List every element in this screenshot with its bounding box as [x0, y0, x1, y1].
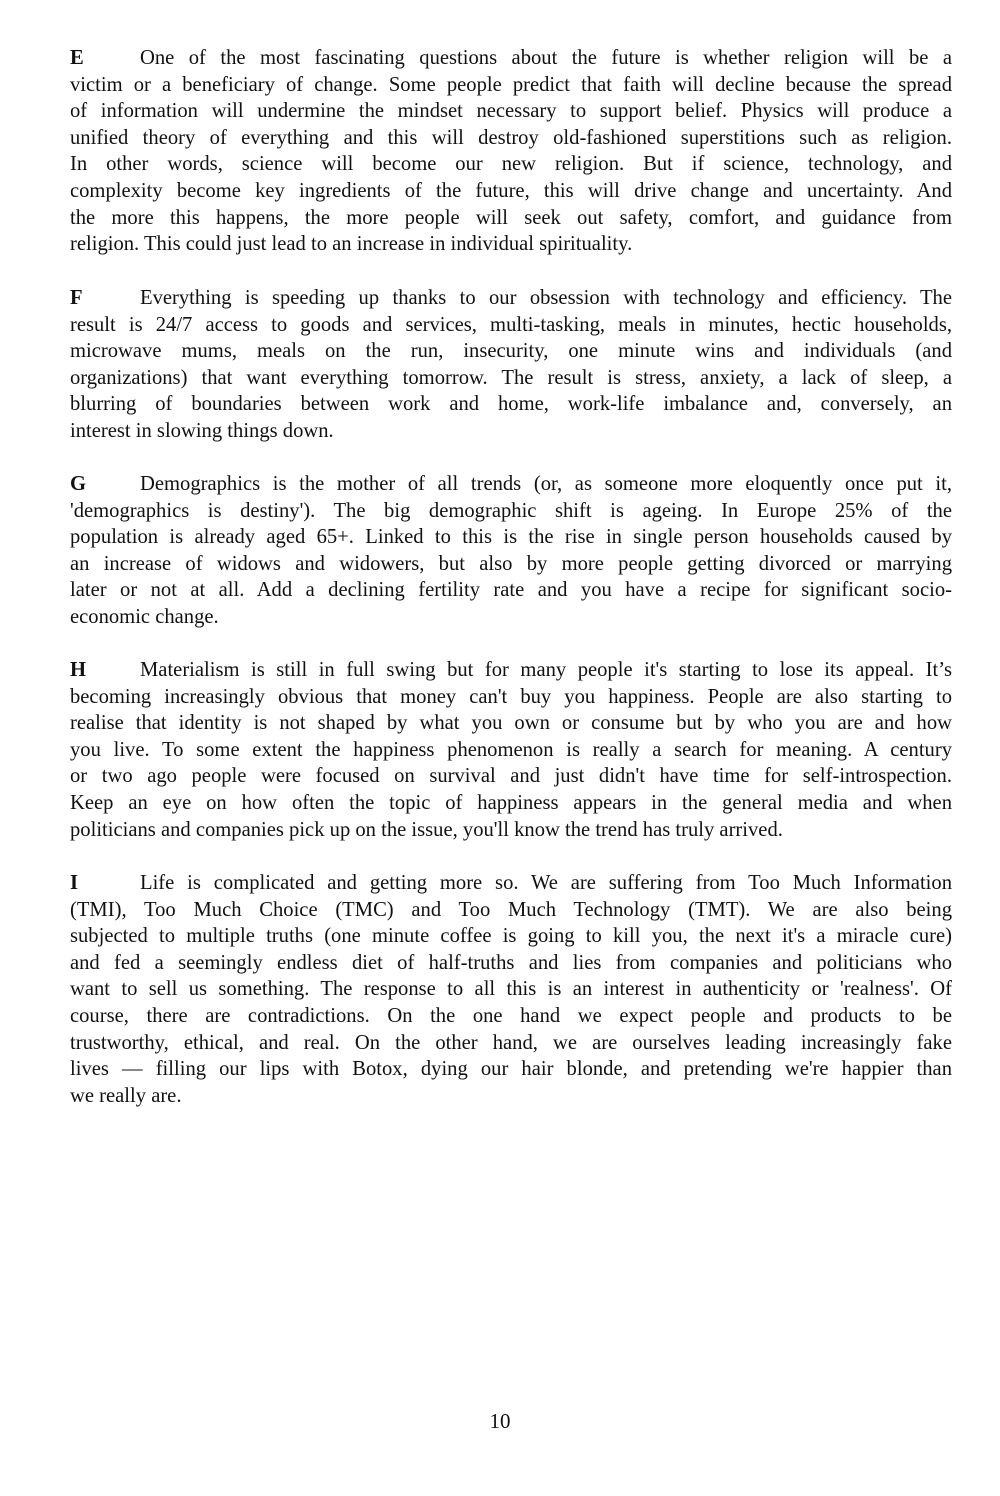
paragraph-line: the more this happens, the more people will seek out safety, comfort, and guidance from — [70, 206, 952, 229]
paragraph-line: blurring of boundaries between work and home, work-life imbalance and, conversely, an — [70, 393, 952, 416]
paragraph-line-text: Materialism is still in full swing but for many people it's starting to lose its appeal. It’s — [140, 659, 952, 681]
paragraph-line — [70, 870, 952, 897]
paragraph-line: later or not at all. Add a declining fertility rate and you have a recipe for significant socio- — [70, 579, 952, 602]
paragraph-line: politicians and companies pick up on the issue, you'll know the trend has truly arrived. — [70, 818, 783, 841]
paragraph-label: F — [70, 287, 83, 309]
paragraph-line: we really are. — [70, 1084, 182, 1107]
paragraph-line: want to sell us something. The response to all this is an interest in authenticity or 'realness'. Of — [70, 978, 952, 1001]
paragraph-g — [70, 471, 952, 631]
paragraph-line-text: Life is complicated and getting more so. We are suffering from Too Much Information — [140, 872, 952, 894]
paragraph-line: or two ago people were focused on survival and just didn't have time for self-introspection. — [70, 765, 952, 788]
paragraph-label: G — [70, 473, 87, 495]
paragraph-line: an increase of widows and widowers, but also by more people getting divorced or marrying — [70, 552, 952, 575]
paragraph-line: Keep an eye on how often the topic of happiness appears in the general media and when — [70, 791, 952, 814]
paragraph-line — [70, 45, 952, 72]
paragraph-line: religion. This could just lead to an increase in individual spirituality. — [70, 233, 633, 256]
paragraph-line: becoming increasingly obvious that money can't buy you happiness. People are also starting to — [70, 685, 952, 708]
paragraph-f — [70, 285, 952, 445]
paragraph-e — [70, 45, 952, 258]
paragraph-line: and fed a seemingly endless diet of half-truths and lies from companies and politicians who — [70, 951, 952, 974]
paragraph-line-text: Everything is speeding up thanks to our obsession with technology and efficiency. The — [140, 287, 952, 309]
paragraph-line: you live. To some extent the happiness phenomenon is really a search for meaning. A century — [70, 738, 952, 761]
paragraph-label: E — [70, 47, 84, 69]
paragraph-line: of information will undermine the mindset necessary to support belief. Physics will produce a — [70, 100, 952, 123]
paragraph-line: trustworthy, ethical, and real. On the other hand, we are ourselves leading increasingly fake — [70, 1031, 952, 1054]
paragraph-line: complexity become key ingredients of the future, this will drive change and uncertainty. And — [70, 179, 952, 202]
paragraph-line: victim or a beneficiary of change. Some people predict that faith will decline because the spread — [70, 73, 952, 96]
paragraph-label: I — [70, 872, 79, 894]
paragraph-line: result is 24/7 access to goods and services, multi-tasking, meals in minutes, hectic households, — [70, 313, 952, 336]
paragraph-line: 'demographics is destiny'). The big demographic shift is ageing. In Europe 25% of the — [70, 499, 952, 522]
paragraph-line-text: One of the most fascinating questions about the future is whether religion will be a — [140, 47, 952, 69]
paragraph-label: H — [70, 659, 87, 681]
paragraph-line: realise that identity is not shaped by what you own or consume but by who you are and how — [70, 712, 952, 735]
paragraph-line: subjected to multiple truths (one minute coffee is going to kill you, the next it's a miracle cure) — [70, 925, 952, 948]
paragraph-line: interest in slowing things down. — [70, 419, 334, 442]
page-number: 10 — [489, 1409, 511, 1433]
paragraph-line: population is already aged 65+. Linked to this is the rise in single person households caused by — [70, 526, 952, 549]
paragraph-line — [70, 285, 952, 312]
paragraph-line — [70, 471, 952, 498]
paragraph-line: economic change. — [70, 605, 219, 628]
paragraph-line: course, there are contradictions. On the one hand we expect people and products to be — [70, 1004, 952, 1027]
paragraph-line — [70, 657, 952, 684]
paragraph-line: organizations) that want everything tomorrow. The result is stress, anxiety, a lack of sleep, a — [70, 366, 952, 389]
paragraph-line: lives — filling our lips with Botox, dying our hair blonde, and pretending we're happier than — [70, 1058, 952, 1081]
paragraph-line: unified theory of everything and this will destroy old-fashioned superstitions such as religion. — [70, 126, 952, 149]
paragraph-line: microwave mums, meals on the run, insecurity, one minute wins and individuals (and — [70, 340, 952, 363]
paragraph-i — [70, 870, 952, 1109]
paragraph-line: In other words, science will become our new religion. But if science, technology, and — [70, 153, 952, 176]
paragraph-h — [70, 657, 952, 843]
paragraph-line-text: Demographics is the mother of all trends (or, as someone more eloquently once put it, — [140, 473, 952, 495]
paragraph-line: (TMI), Too Much Choice (TMC) and Too Much Technology (TMT). We are also being — [70, 898, 952, 921]
